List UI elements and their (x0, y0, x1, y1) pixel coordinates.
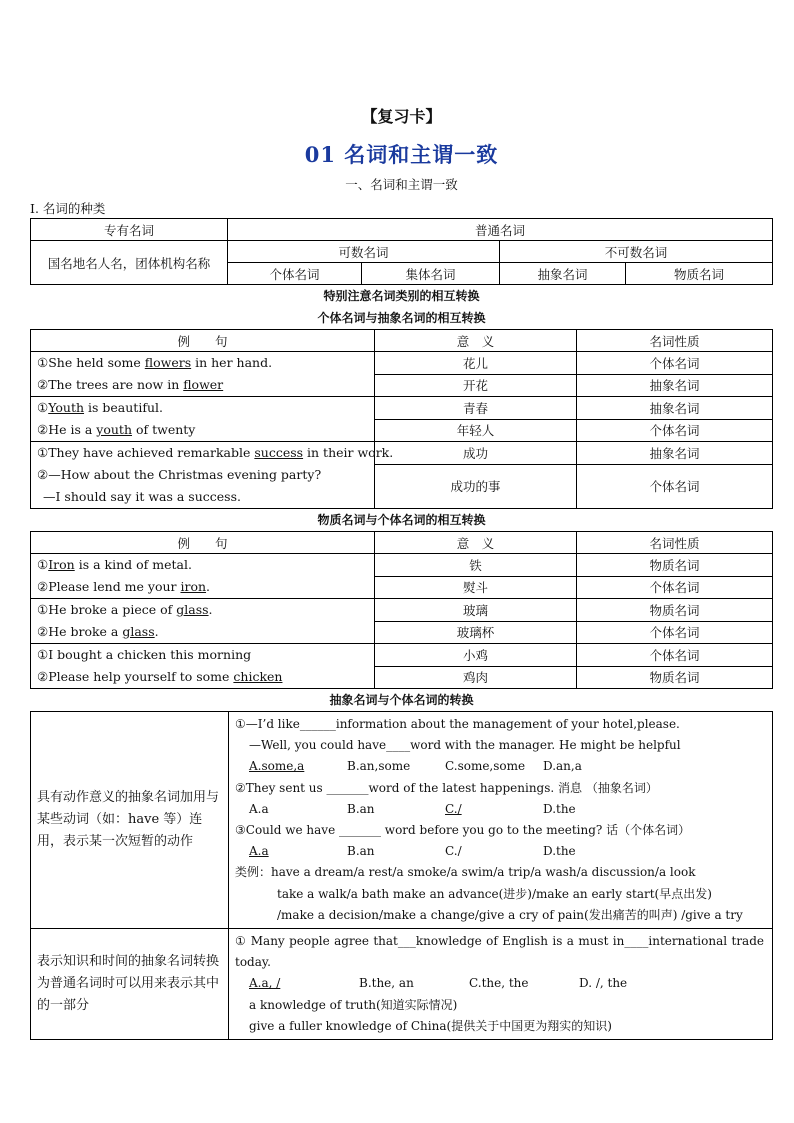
example-cell: ①He broke a piece of glass. ②He broke a glass. (31, 599, 375, 644)
example-line: 类例：have a dream/a rest/a smoke/a swim/a trip/a wash/a discussion/a look (235, 865, 696, 880)
meaning-cell: 花儿 (375, 352, 577, 375)
section-heading: I. 名词的种类 (30, 201, 106, 216)
nature-cell: 个体名词 (577, 621, 773, 644)
example-header: 例 句 (31, 532, 375, 554)
meaning-cell: 熨斗 (375, 576, 577, 599)
option: C./ (445, 801, 462, 816)
nature-cell: 物质名词 (577, 666, 773, 689)
conv3-row2-desc: 表示知识和时间的抽象名词转换为普通名词时可以用来表示其中的一部分 (31, 929, 229, 1040)
example-cell: ①Youth is beautiful. ②He is a youth of twenty (31, 397, 375, 442)
example-line: give a fuller knowledge of China(提供关于中国更为翔实的知识) (249, 1018, 612, 1033)
nature-header: 名词性质 (577, 532, 773, 554)
question-line: ③Could we have _______ word before you go to the meeting? 话（个体名词） (235, 823, 691, 838)
nature-cell: 物质名词 (577, 554, 773, 577)
nature-cell: 抽象名词 (577, 374, 773, 397)
options-row (235, 799, 766, 820)
conv1-table (30, 329, 773, 509)
proper-noun-header: 专有名词 (31, 219, 228, 241)
uncountable-header: 不可数名词 (500, 241, 773, 263)
proper-noun-desc: 国名地名人名，团体机构名称 (31, 241, 228, 285)
option: A.a, / (249, 976, 281, 991)
meaning-header: 意 义 (375, 532, 577, 554)
material-noun: 物质名词 (626, 263, 773, 285)
option: D.the (543, 801, 576, 816)
collective-noun: 集体名词 (362, 263, 500, 285)
example-cell: ①Iron is a kind of metal. ②Please lend me your iron. (31, 554, 375, 599)
option: A.some,a (249, 759, 305, 774)
abstract-noun: 抽象名词 (500, 263, 626, 285)
meaning-cell: 玻璃杯 (375, 621, 577, 644)
nature-cell: 个体名词 (577, 419, 773, 442)
nature-cell: 个体名词 (577, 576, 773, 599)
example-cell: ①I bought a chicken this morning ②Please help yourself to some chicken (31, 644, 375, 689)
option: D.an,a (543, 759, 582, 774)
example-cell: ①She held some flowers in her hand. ②The trees are now in flower (31, 352, 375, 397)
conv2-table (30, 531, 773, 689)
option: C.the, the (469, 976, 529, 991)
options-row (235, 756, 766, 777)
example-line: take a walk/a bath make an advance(进步)/make an early start(早点出发) (277, 886, 712, 901)
option: B.an (347, 801, 375, 816)
meaning-cell: 开花 (375, 374, 577, 397)
noun-types-table (30, 218, 773, 285)
subtitle: 一、名词和主谓一致 (345, 177, 458, 192)
option: D.the (543, 844, 576, 859)
meaning-cell: 小鸡 (375, 644, 577, 667)
example-line: /make a decision/make a change/give a cry of pain(发出痛苦的叫声) /give a try (277, 907, 743, 922)
meaning-cell: 鸡肉 (375, 666, 577, 689)
nature-cell: 抽象名词 (577, 442, 773, 465)
nature-cell: 个体名词 (577, 644, 773, 667)
example-line: a knowledge of truth(知道实际情况) (249, 997, 458, 1012)
option: A.a (249, 801, 269, 816)
review-card-label: 【复习卡】 (361, 107, 442, 126)
option: B.an (347, 844, 375, 859)
option: D. /, the (579, 976, 628, 991)
conv3-row1-desc: 具有动作意义的抽象名词加用与某些动词（如：have 等）连用，表示某一次短暂的动作 (31, 712, 229, 929)
option: C.some,some (445, 759, 526, 774)
common-noun-header: 普通名词 (228, 219, 773, 241)
meaning-header: 意 义 (375, 330, 577, 352)
option: B.the, an (359, 976, 414, 991)
conv3-row2-questions (229, 929, 773, 1040)
example-cell: ①They have achieved remarkable success in their work. ②—How about the Christmas evening party? —I should say it was a success. (31, 442, 375, 509)
meaning-cell: 成功的事 (375, 464, 577, 508)
meaning-cell: 玻璃 (375, 599, 577, 622)
option: B.an,some (347, 759, 411, 774)
question-line: ① Many people agree that___knowledge of English is a must in____international trade today. (235, 934, 764, 970)
meaning-cell: 青春 (375, 397, 577, 420)
option: A.a (249, 844, 269, 859)
question-line: —Well, you could have____word with the manager. He might be helpful (249, 738, 681, 753)
meaning-cell: 年轻人 (375, 419, 577, 442)
options-row (235, 973, 766, 994)
question-line: ①—I’d like______information about the management of your hotel,please. (235, 717, 680, 731)
nature-cell: 个体名词 (577, 352, 773, 375)
conv3-table (30, 711, 773, 1040)
conv3-row1-questions (229, 712, 773, 929)
question-line: ②They sent us _______word of the latest happenings. 消息 （抽象名词） (235, 780, 658, 795)
countable-header: 可数名词 (228, 241, 500, 263)
nature-header: 名词性质 (577, 330, 773, 352)
example-header: 例 句 (31, 330, 375, 352)
meaning-cell: 成功 (375, 442, 577, 465)
special-note: 特别注意名词类别的相互转换 (323, 289, 480, 303)
page-title: 01 名词和主谓一致 (304, 142, 499, 167)
nature-cell: 物质名词 (577, 599, 773, 622)
nature-cell: 个体名词 (577, 464, 773, 508)
conv1-caption: 个体名词与抽象名词的相互转换 (317, 311, 486, 325)
conv3-caption: 抽象名词与个体名词的转换 (329, 693, 474, 707)
nature-cell: 抽象名词 (577, 397, 773, 420)
page (30, 100, 773, 1040)
options-row (235, 841, 766, 862)
meaning-cell: 铁 (375, 554, 577, 577)
individual-noun: 个体名词 (228, 263, 362, 285)
conv2-caption: 物质名词与个体名词的相互转换 (317, 513, 486, 527)
option: C./ (445, 844, 462, 859)
